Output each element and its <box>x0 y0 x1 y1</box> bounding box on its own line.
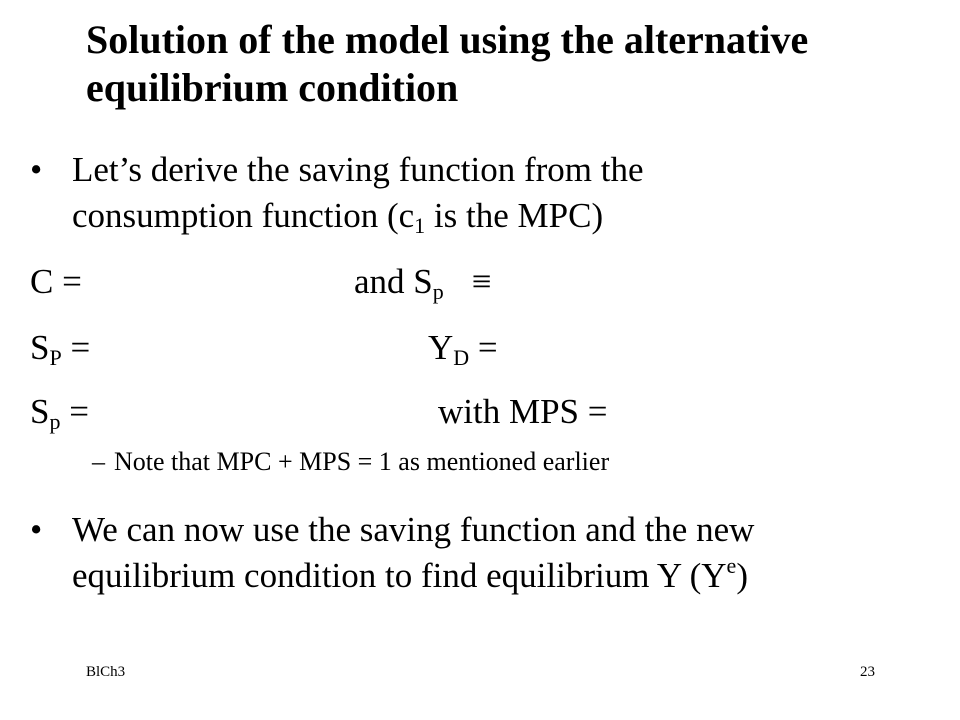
bullet-2-superscript: e <box>726 553 737 578</box>
bullet-2-line-1: We can now use the saving function and the new <box>72 510 755 549</box>
eq-private-saving: $S_P$ = <box>30 328 91 370</box>
eq-saving-identity: and $S_p$ ≡ <box>354 262 492 304</box>
subpoint-dash: – <box>92 447 105 476</box>
bullet-1-text-b: is the MPC) <box>425 196 604 235</box>
eq-saving-function: $S_p$ = <box>30 392 89 434</box>
bullet-marker: • <box>30 150 43 189</box>
slide-title: Solution of the model using the alternative equilibrium condition <box>86 17 809 110</box>
subpoint-text: Note that MPC + MPS = 1 as mentioned earlier <box>114 447 610 476</box>
eq-mps: with MPS = <box>438 392 608 431</box>
bullet-1-line-2 <box>72 196 603 236</box>
slide-number: 23 <box>860 664 875 680</box>
bullet-1-subscript: 1 <box>414 213 426 238</box>
bullet-1-text-a: consumption function (c <box>72 196 415 235</box>
identity-symbol: ≡ <box>471 262 492 301</box>
footer-label: BlCh3 <box>86 664 126 680</box>
bullet-2-line-2: equilibrium condition to find equilibrium Y $(Y^e)$ <box>72 553 748 595</box>
bullet-marker: • <box>30 510 43 549</box>
eq-consumption-label: C = <box>30 262 82 301</box>
eq-disposable-income: $Y_D$ = <box>428 328 498 370</box>
bullet-1-line-1: Let’s derive the saving function from the <box>72 150 644 189</box>
